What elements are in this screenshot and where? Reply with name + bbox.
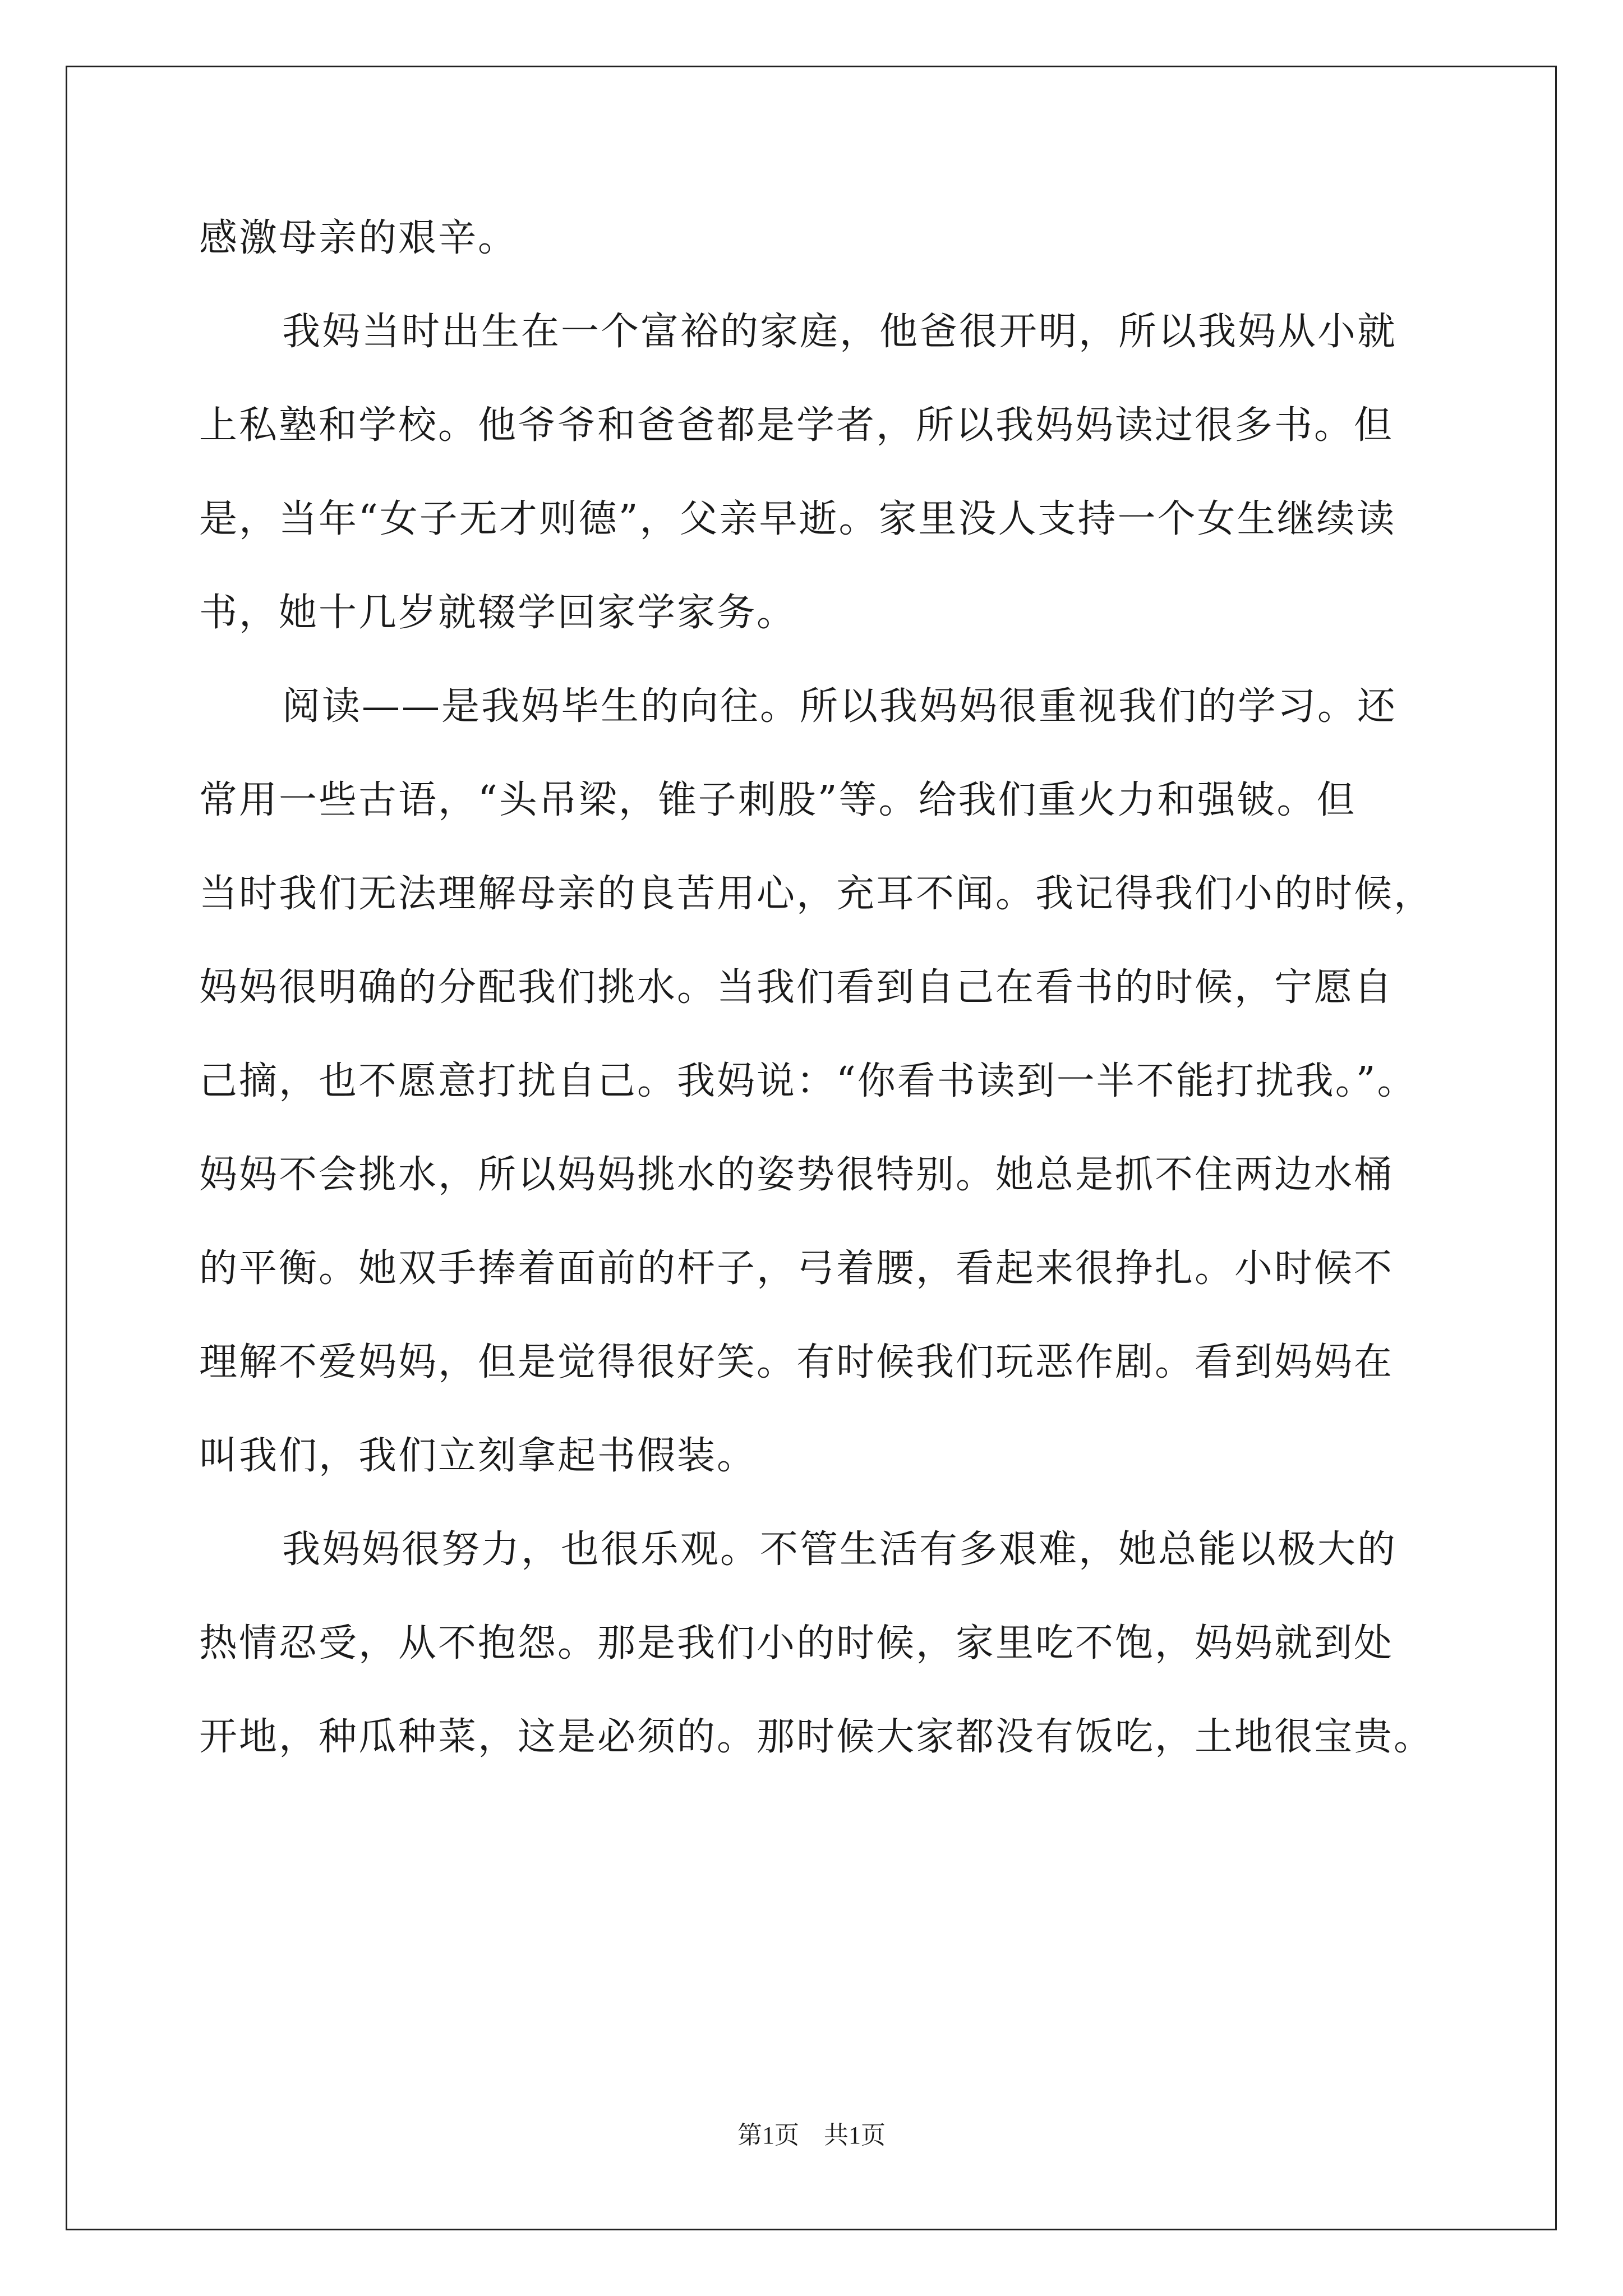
page-footer [0, 2119, 1623, 2152]
page-number: 第1页 [737, 2122, 799, 2149]
text-line: 热情忍受，从不抱怨。那是我们小的时候，家里吃不饱，妈妈就到处 [199, 1621, 1394, 1665]
text-line: 妈妈不会挑水，所以妈妈挑水的姿势很特别。她总是抓不住两边水桶 [199, 1153, 1394, 1197]
text-line: 妈妈很明确的分配我们挑水。当我们看到自己在看书的时候，宁愿自 [199, 965, 1394, 1010]
text-line: 我妈当时出生在一个富裕的家庭，他爸很开明，所以我妈从小就 [282, 310, 1398, 354]
text-line: 当时我们无法理解母亲的良苦用心，充耳不闻。我记得我们小的时候， [199, 872, 1434, 916]
text-line: 开地，种瓜种菜，这是必须的。那时候大家都没有饭吃，土地很宝贵。 [199, 1715, 1434, 1759]
page-total: 共1页 [824, 2122, 886, 2149]
text-line: 感激母亲的艰辛。 [199, 216, 518, 260]
text-line: 上私塾和学校。他爷爷和爸爸都是学者，所以我妈妈读过很多书。但 [199, 403, 1394, 448]
text-line: 阅读——是我妈毕生的向往。所以我妈妈很重视我们的学习。还 [282, 684, 1398, 729]
text-line: 叫我们，我们立刻拿起书假装。 [199, 1434, 757, 1478]
document-body [199, 208, 1455, 1800]
text-line: 理解不爱妈妈，但是觉得很好笑。有时候我们玩恶作剧。看到妈妈在 [199, 1340, 1394, 1384]
text-line: 我妈妈很努力，也很乐观。不管生活有多艰难，她总能以极大的 [282, 1527, 1398, 1572]
text-line: 是，当年“女子无才则德”，父亲早逝。家里没人支持一个女生继续读 [199, 497, 1396, 541]
text-line: 的平衡。她双手捧着面前的杆子，弓着腰，看起来很挣扎。小时候不 [199, 1246, 1394, 1291]
text-line: 己摘，也不愿意打扰自己。我妈说：“你看书读到一半不能打扰我。”。 [199, 1059, 1417, 1103]
text-line: 常用一些古语，“头吊梁，锥子刺股”等。给我们重火力和强铍。但 [199, 778, 1357, 822]
text-line: 书，她十几岁就辍学回家学家务。 [199, 591, 797, 635]
